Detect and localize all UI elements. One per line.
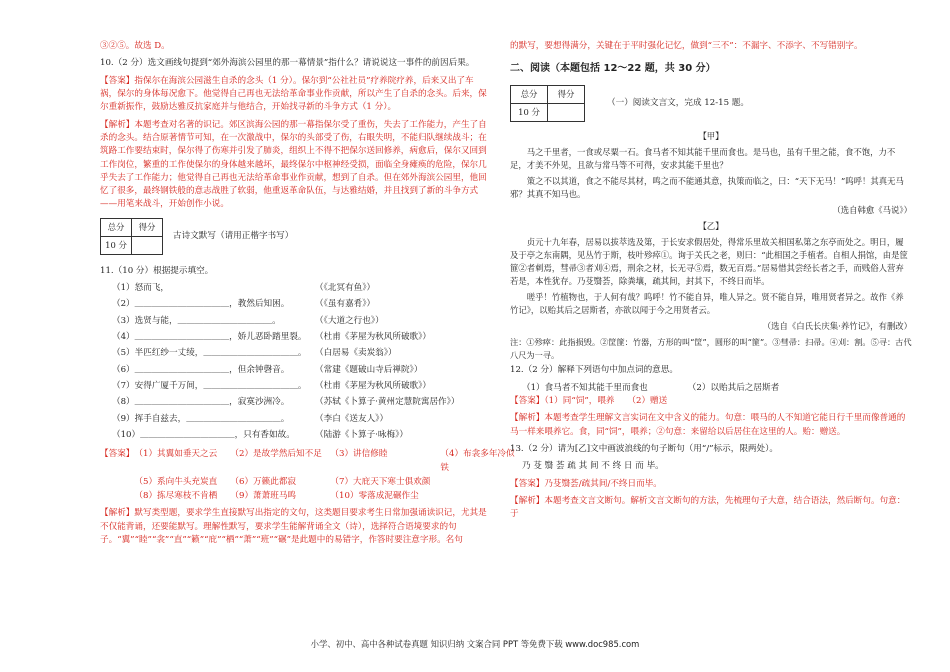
passage-jia-title: 【甲】 [698, 130, 724, 141]
gap-item: （9）挥手自兹去，＿＿＿＿＿＿＿＿＿＿＿。 [112, 413, 290, 424]
gap-source: （苏轼《卜算子·黄州定慧院寓居作》） [315, 397, 460, 408]
gap-item: （6）＿＿＿＿＿＿＿＿＿＿＿，但余钟磬音。 [112, 364, 290, 375]
q11-answer-item: （4）布衾多年冷似铁 [440, 449, 515, 473]
section-title: 二、阅读（本题包括 12～22 题，共 30 分） [510, 63, 716, 75]
q12-analysis [510, 412, 912, 439]
question-12: 12.（2 分）解释下列语句中加点词的意思。 [510, 365, 678, 376]
q11-answer-item [440, 490, 520, 503]
q13-answer [510, 478, 912, 491]
q11-answer-grid [134, 448, 520, 503]
q11-answer-item: （8）拣尽寒枝不肯栖 [134, 491, 218, 502]
question-11: 11.（10 分）根据提示填空。 [100, 265, 214, 276]
q10-answer-text: 指保尔在海滨公园滋生自杀的念头（1 分）。保尔到“公社社员”疗养院疗养，后来又出了车祸，保尔的身体每况愈下。他觉得自己再也无法给革命事业作贡献，所以产生了自杀的念头。后来，保尔重新振作，鼓励达雅反抗家庭并与他结合，开始找寻新的斗争方式（1 分）。 [100, 75, 487, 113]
score-got-value [132, 236, 163, 254]
gap-source: （李白《送友人》） [315, 413, 389, 424]
score-box-right [510, 85, 585, 122]
answer-tag: 【答案】 [510, 478, 545, 489]
left-top-line: ③②⑤。故选 D。 [100, 41, 170, 51]
passage-jia-p1: 马之千里者，一食或尽粟一石。食马者不知其能千里而食也。是马也，虽有千里之能，食不饱，力不足，才美不外见，且欲与常马等不可得，安求其能千里也？ [510, 146, 896, 170]
left-column [100, 40, 515, 551]
score-box-caption-left: 古诗文默写（请用正楷字书写） [173, 230, 294, 241]
reading-passages [510, 130, 912, 362]
gap-item: （8）＿＿＿＿＿＿＿＿＿＿＿，寂寞沙洲冷。 [112, 397, 290, 408]
q12-answer-text: （1）同“饲”，喂养 （2）赠送 [544, 396, 668, 407]
gap-item: （3）选贤与能，＿＿＿＿＿＿＿＿＿＿＿。 [112, 315, 281, 326]
gap-item: （5）半匹红纱一丈绫，＿＿＿＿＿＿＿＿＿＿＿。 [112, 348, 307, 359]
analysis-tag: 【解析】 [510, 495, 545, 506]
answer-tag: 【答案】 [100, 75, 135, 86]
gap-source: （《虽有嘉肴》） [315, 299, 376, 310]
q11-answer-item: （9）萧萧班马鸣 [230, 491, 297, 502]
question-10: 10.（2 分）选文画线句提到“郊外海滨公园里的那一幕情景”指什么？请说说这一事件的前因后果。 [100, 58, 475, 69]
q11-answer-item: （5）系向牛头充炭直 [134, 476, 218, 487]
analysis-tag: 【解析】 [100, 119, 135, 130]
q12-analysis-text: 本题考查学生理解文言实词在文中含义的能力。句意：喂马的人不知道它能日行千里而像普通的马一样来喂养它。食，同“饲”，喂养；②句意：来留给以后居住在这里的人。贻：赠送。 [510, 413, 906, 437]
score-box-row-left [100, 218, 490, 255]
gap-item: （4）＿＿＿＿＿＿＿＿＿＿＿，娇儿恶卧踏里裂。 [112, 332, 307, 342]
q13-answer-text: 乃芟翳荟/疏其间/不终日而毕。 [544, 478, 662, 489]
q11-answer-item: （7）大庇天下寒士俱欢颜 [330, 476, 431, 487]
score-got-value [548, 103, 585, 121]
gap-item: （1）怒而飞， [112, 283, 170, 294]
analysis-tag: 【解析】 [100, 508, 135, 519]
gap-item: （10）＿＿＿＿＿＿＿＿＿＿＿，只有香如故。 [112, 429, 295, 440]
q12-answer [510, 395, 912, 408]
gap-source: （陆游《卜算子·咏梅》） [315, 429, 408, 440]
passage-yi-source: （选自《白氏长庆集·养竹记》，有删改） [762, 321, 912, 332]
right-column [510, 40, 912, 526]
q11-answer [100, 448, 515, 503]
gap-source: （《大道之行也》） [315, 315, 384, 326]
q13-analysis-text: 本题考查文言文断句。解析文言文断句的方法，先梳理句子大意，结合语法，然后断句。句意：于 [510, 495, 906, 520]
analysis-tag: 【解析】 [510, 413, 545, 424]
answer-tag: 【答案】 [100, 449, 135, 460]
passage-yi-title: 【乙】 [698, 220, 724, 231]
q11-answer-item: （2）是故学然后知不足 [230, 449, 322, 460]
gap-item: （2）＿＿＿＿＿＿＿＿＿＿＿，教然后知困。 [112, 299, 290, 310]
score-header-got: 得分 [132, 218, 163, 236]
q11-answer-item: （3）讲信修睦 [330, 449, 388, 460]
right-top-line: 的默写，要想得满分，关键在于平时强化记忆，做到“三不”：不漏字、不添字、不写错别字。 [510, 41, 863, 51]
question-13: 13.（2 分）请为[乙]文中画波浪线的句子断句（用“/”标示，限两处）。 [510, 444, 778, 454]
q12-items [510, 382, 912, 395]
score-total-value: 10 分 [101, 236, 132, 254]
passage-yi-p1: 贞元十九年春，居易以拔萃选及第，于长安求假居处，得常乐里故关相国私第之东亭而处之。明日，履及于亭之东南隅，见丛竹于斯，枝叶殄瘁①。询于关氏之老，则曰：“此相国之手植者。自相人捐馆，由是筐篚②者刺焉，彗帚③者刈④焉，刑余之材，长无寻⑤焉，数无百焉。”居易惜其尝经长者之手，而贱俗人营弃若是，本性犹存。乃芟翳荟，除粪壤，疏其间，封其下，不终日而毕。 [510, 236, 908, 286]
q10-analysis-text: 本题考查对名著的识记。郊区滨海公园的那一幕指保尔受了重伤，失去了工作能力，产生了自杀的念头。结合原著情节可知，在一次激战中，保尔的头部受了伤，右眼失明，不能归队继续战斗；在筑路工作要结束时，保尔得了伤寒并引发了肺炎，组织上不得不把保尔送回修养，病愈后，保尔又回到工作岗位，繁重的工作使保尔的身体越来越坏，最终保尔中枢神经受损，面临全身瘫痪的危险，保尔几乎失去了工作能力；他觉得自己再也无法给革命事业作贡献，想到了自杀。但在郊外海滨公园里，他回忆了很多，最终钢铁般的意志战胜了软弱，他重返革命队伍，与达雅结婚，并且找到了新的斗争方式——用笔来战斗，开始创作小说。 [100, 119, 487, 210]
q12-item: （1）食马者不知其能千里而食也 [522, 382, 648, 393]
page-footer: 小学、初中、高中各种试卷真题 知识归纳 文案合同 PPT 等免费下载 www.doc985.com [310, 639, 640, 649]
q11-analysis [100, 507, 490, 547]
gap-source: （常建《题破山寺后禅院》） [315, 364, 423, 375]
gap-source: （白居易《卖炭翁》） [315, 348, 397, 359]
gap-source: （杜甫《茅屋为秋风所破歌》） [315, 332, 432, 342]
q11-answer-item: （10）零落成泥碾作尘 [330, 491, 419, 502]
passage-jia-p2: 策之不以其道，食之不能尽其材，鸣之而不能通其意，执策而临之，曰：“天下无马！”呜呼！其真无马邪？其真不知马也。 [510, 175, 904, 199]
q13-analysis [510, 495, 912, 522]
gap-source: （《北冥有鱼》） [315, 283, 376, 294]
score-total-value: 10 分 [511, 103, 548, 121]
passage-jia-source: （选自韩愈《马说》） [832, 204, 912, 215]
score-box-caption-right: （一）阅读文言文，完成 12-15 题。 [607, 97, 749, 108]
score-box-row-right [510, 85, 912, 122]
score-header-total: 总分 [101, 218, 132, 236]
q13-sentence: 乃 芟 翳 荟 疏 其 间 不 终 日 而 毕。 [522, 461, 664, 472]
score-header-total: 总分 [511, 85, 548, 103]
q10-analysis [100, 119, 490, 212]
q11-analysis-text: 默写类型题，要求学生直接默写出指定的文句，这类题目要求考生日常加强诵读识记，尤其是不仅能背诵，还要能默写。理解性默写，要求学生能解背诵全文（诗），选择符合语境要求的句子。“翼”“睦”“衾”“直”“籁”“庇”“栖”“萧”“班”“碾”是此题中的易错字，作答时要注意字形。名句 [100, 508, 487, 546]
q11-answer-item: （1）其翼如垂天之云 [134, 449, 218, 460]
q11-answer-item: （6）万籁此都寂 [230, 476, 297, 487]
answer-tag: 【答案】 [510, 396, 545, 407]
gap-source: （杜甫《茅屋为秋风所破歌》） [315, 380, 432, 391]
passage-yi-p2: 嗟乎！竹植物也，于人何有哉？呜呼！竹不能自异，唯人异之。贤不能自异，唯用贤者异之。故作《养竹记》，以贻其后之居斯者，亦欲以闻于今之用贤者云。 [510, 291, 904, 315]
score-box-left [100, 218, 163, 255]
q12-item: （2）以贻其后之居斯者 [687, 382, 780, 393]
q11-answer-item [440, 476, 520, 489]
gap-item: （7）安得广厦千万间，＿＿＿＿＿＿＿＿＿＿＿。 [112, 380, 307, 391]
gap-fill-list [100, 282, 490, 442]
passage-notes: 注：①殄瘁：此指损毁。②筐篚：竹器，方形的叫“筐”，圆形的叫“篚”。③彗帚：扫帚。④刈：割。⑤寻：古代八尺为一寻。 [510, 337, 912, 360]
score-header-got: 得分 [548, 85, 585, 103]
q10-answer [100, 75, 490, 115]
